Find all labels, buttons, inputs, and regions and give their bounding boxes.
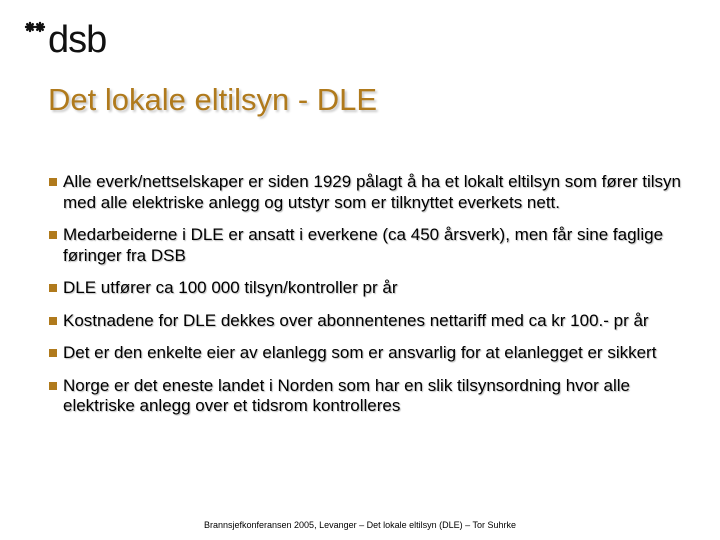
dsb-logo [22,18,106,62]
square-bullet-icon [49,349,57,357]
bullet-text: Medarbeiderne i DLE er ansatt i everkene (ca 450 årsverk), men får sine faglige føringer fra DSB [63,225,664,265]
dsb-star-icon [22,19,50,47]
bullet-item [48,278,688,299]
bullet-text: Det er den enkelte eier av elanlegg som er ansvarlig for at elanlegget er sikkert [63,343,657,362]
logo-text: dsb [48,19,107,61]
bullet-text: Alle everk/nettselskaper er siden 1929 pålagt å ha et lokalt eltilsyn som fører tilsyn med alle elektriske anlegg og utstyr som er tilknyttet everkets nett. [63,172,681,212]
square-bullet-icon [49,382,57,390]
slide-footer: Brannsjefkonferansen 2005, Levanger – Det lokale eltilsyn (DLE) – Tor Suhrke [203,520,516,530]
square-bullet-icon [49,317,57,325]
square-bullet-icon [49,231,57,239]
bullet-list [48,172,688,429]
bullet-item [48,376,688,417]
bullet-text: Kostnadene for DLE dekkes over abonnentenes nettariff med ca kr 100.- pr år [63,310,649,330]
bullet-text: DLE utfører ca 100 000 tilsyn/kontroller pr år [63,278,398,297]
bullet-item [48,225,688,266]
bullet-item [48,172,688,213]
bullet-text: Norge er det eneste landet i Norden som har en slik tilsynsordning hvor alle elektriske anlegg over et tidsrom kontrolleres [63,375,630,415]
square-bullet-icon [49,284,57,292]
square-bullet-icon [49,178,57,186]
bullet-item [48,343,688,364]
slide-title: Det lokale eltilsyn - DLE [48,82,378,117]
bullet-item [48,311,688,332]
